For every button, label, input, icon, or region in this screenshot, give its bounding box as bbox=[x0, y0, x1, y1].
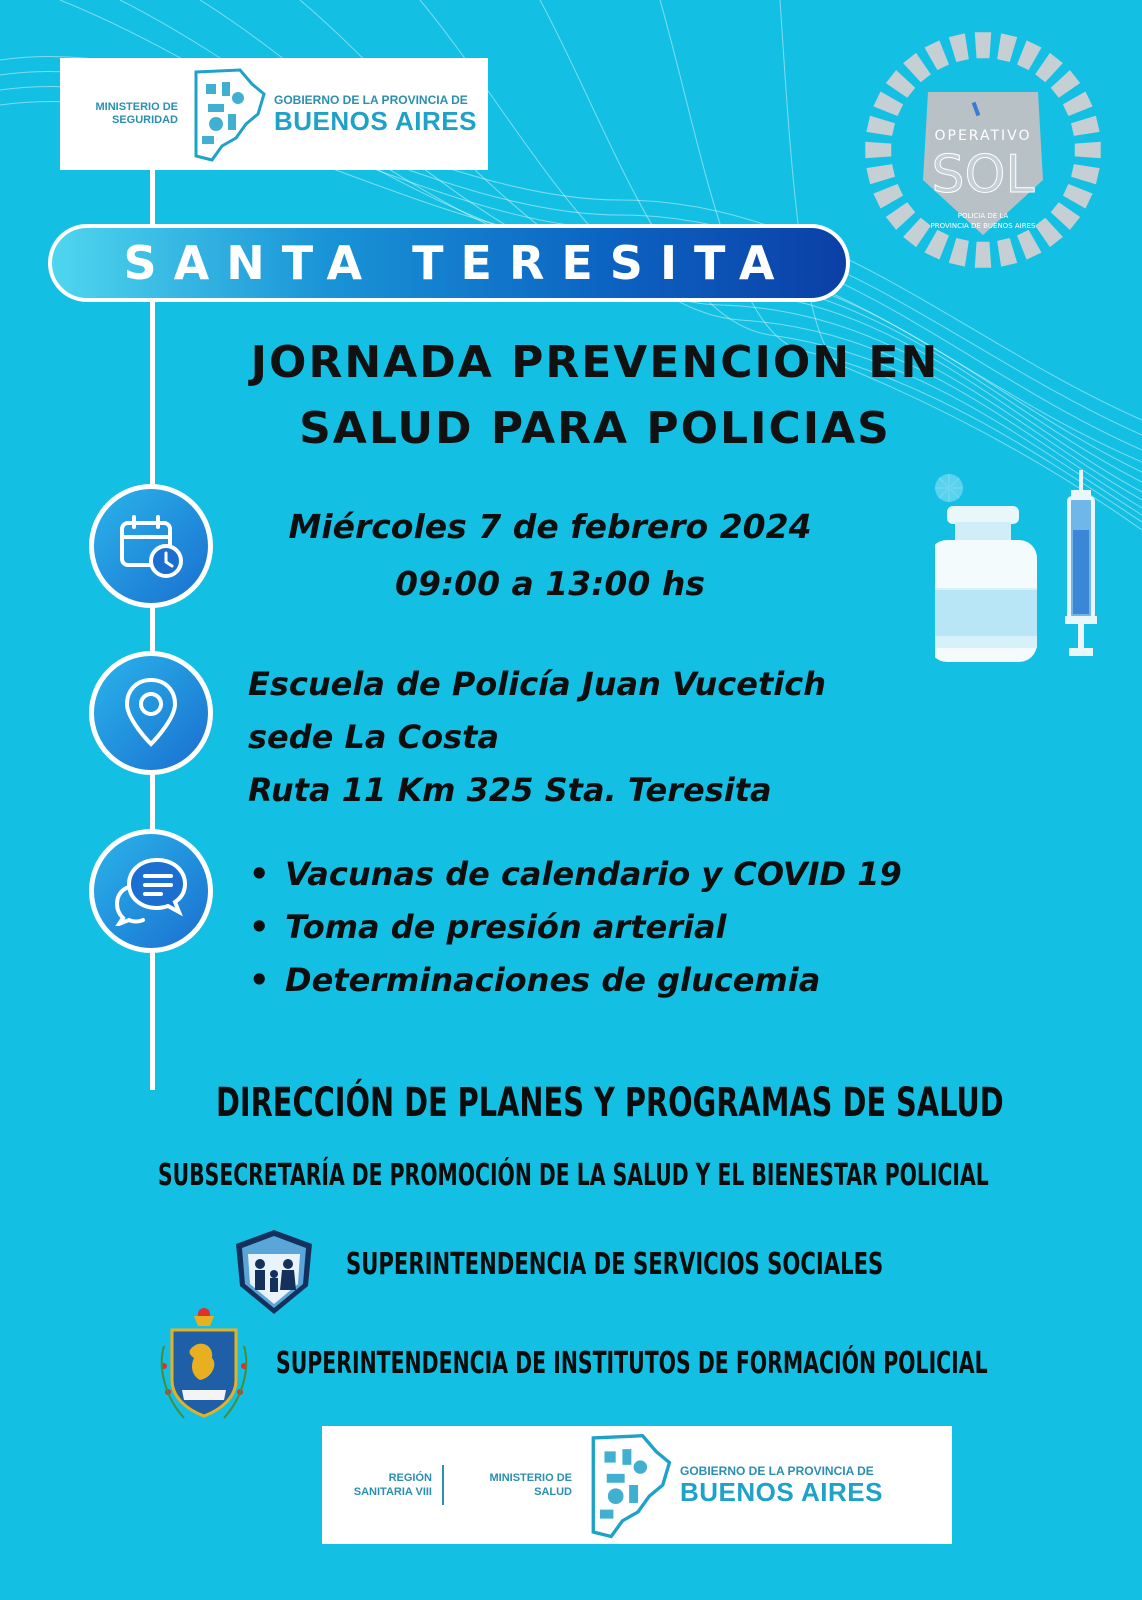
badge-top-text: OPERATIVO bbox=[934, 128, 1032, 144]
badge-ray bbox=[865, 142, 891, 159]
badge-ray bbox=[949, 238, 969, 267]
headline-line-1: JORNADA PREVENCION EN bbox=[250, 337, 940, 388]
badge-ray bbox=[997, 238, 1017, 267]
location-line-2: sede La Costa bbox=[248, 718, 500, 756]
badge-ray bbox=[975, 32, 992, 58]
gov-big-text: BUENOS AIRES bbox=[274, 106, 477, 136]
event-day: Miércoles 7 de febrero 2024 bbox=[288, 507, 812, 546]
map-pin-icon bbox=[121, 676, 181, 750]
badge-ray bbox=[1017, 230, 1041, 260]
badge-ray bbox=[866, 164, 895, 184]
top-logo bbox=[60, 58, 488, 170]
badge-ray bbox=[1063, 184, 1093, 208]
headline-line-2: SALUD PARA POLICIAS bbox=[299, 403, 891, 454]
badge-ray bbox=[903, 53, 931, 82]
gov-big-text: BUENOS AIRES bbox=[680, 1477, 883, 1507]
police-institutes-crest-icon bbox=[154, 1306, 254, 1428]
badge-ray bbox=[1071, 164, 1100, 184]
gov-small-text: GOBIERNO DE LA PROVINCIA DE bbox=[680, 1464, 874, 1478]
badge-ray bbox=[873, 91, 903, 115]
location-icon-circle bbox=[89, 651, 213, 775]
bottom-logo bbox=[322, 1426, 952, 1544]
ministry-line-2: SEGURIDAD bbox=[111, 114, 178, 126]
logo-divider bbox=[442, 1465, 444, 1505]
badge-ray bbox=[924, 40, 948, 70]
operativo-sol-badge bbox=[858, 30, 1108, 270]
province-map-icon bbox=[186, 64, 268, 164]
superintendencia-formacion-policial: SUPERINTENDENCIA DE INSTITUTOS DE FORMACIÓN POLICIAL bbox=[276, 1346, 988, 1381]
badge-ray bbox=[886, 202, 915, 230]
badge-ray bbox=[1051, 202, 1080, 230]
badge-ray bbox=[866, 116, 895, 136]
badge-ray bbox=[997, 33, 1017, 62]
health-ministry-line-2: SALUD bbox=[534, 1486, 572, 1498]
page-title: SANTA TERESITA bbox=[123, 236, 792, 290]
gov-small-text: GOBIERNO DE LA PROVINCIA DE bbox=[274, 93, 468, 107]
event-hours: 09:00 a 13:00 hs bbox=[395, 564, 705, 603]
superintendencia-servicios-sociales: SUPERINTENDENCIA DE SERVICIOS SOCIALES bbox=[346, 1247, 884, 1282]
ministry-line-1: MINISTERIO DE bbox=[95, 101, 178, 113]
badge-ray bbox=[1063, 91, 1093, 115]
list-item: • Vacunas de calendario y COVID 19 bbox=[245, 848, 1045, 901]
health-ministry-line-1: MINISTERIO DE bbox=[489, 1472, 572, 1484]
location-line-3: Ruta 11 Km 325 Sta. Teresita bbox=[248, 771, 772, 809]
list-item: • Toma de presión arterial bbox=[245, 901, 1045, 954]
province-map-icon bbox=[582, 1429, 674, 1541]
title-banner bbox=[48, 224, 850, 302]
region-line-1: REGIÓN bbox=[388, 1472, 432, 1484]
region-line-2: SANITARIA VIII bbox=[353, 1486, 432, 1498]
badge-main-text: SOL bbox=[931, 145, 1035, 205]
direccion-heading: DIRECCIÓN DE PLANES Y PROGRAMAS DE SALUD bbox=[216, 1080, 1004, 1126]
calendar-clock-icon bbox=[116, 511, 186, 581]
badge-ray bbox=[1051, 70, 1080, 98]
badge-sub-2: PROVINCIA DE BUENOS AIRES bbox=[930, 222, 1036, 230]
badge-sub-1: POLICIA DE LA bbox=[957, 212, 1009, 220]
event-location bbox=[248, 658, 948, 817]
badge-ray bbox=[873, 184, 903, 208]
badge-ray bbox=[924, 230, 948, 260]
location-line-1: Escuela de Policía Juan Vucetich bbox=[248, 665, 826, 703]
badge-ray bbox=[1035, 53, 1063, 82]
date-icon-circle bbox=[89, 484, 213, 608]
social-services-shield-icon bbox=[228, 1226, 320, 1318]
badge-ray bbox=[886, 70, 915, 98]
chat-bubbles-icon bbox=[113, 856, 189, 926]
badge-ray bbox=[1017, 40, 1041, 70]
list-item: • Determinaciones de glucemia bbox=[245, 954, 1045, 1007]
services-list bbox=[245, 848, 1045, 1007]
badge-ray bbox=[1075, 142, 1101, 159]
badge-ray bbox=[1035, 218, 1063, 247]
badge-ray bbox=[949, 33, 969, 62]
badge-ray bbox=[1071, 116, 1100, 136]
badge-ray bbox=[975, 242, 992, 268]
badge-ray bbox=[903, 218, 931, 247]
vaccine-vial-syringe-icon bbox=[935, 470, 1135, 680]
subsecretaria-heading: SUBSECRETARÍA DE PROMOCIÓN DE LA SALUD Y EL BIENESTAR POLICIAL bbox=[158, 1158, 989, 1193]
services-icon-circle bbox=[89, 829, 213, 953]
headline bbox=[120, 330, 1070, 462]
event-date bbox=[230, 498, 870, 612]
